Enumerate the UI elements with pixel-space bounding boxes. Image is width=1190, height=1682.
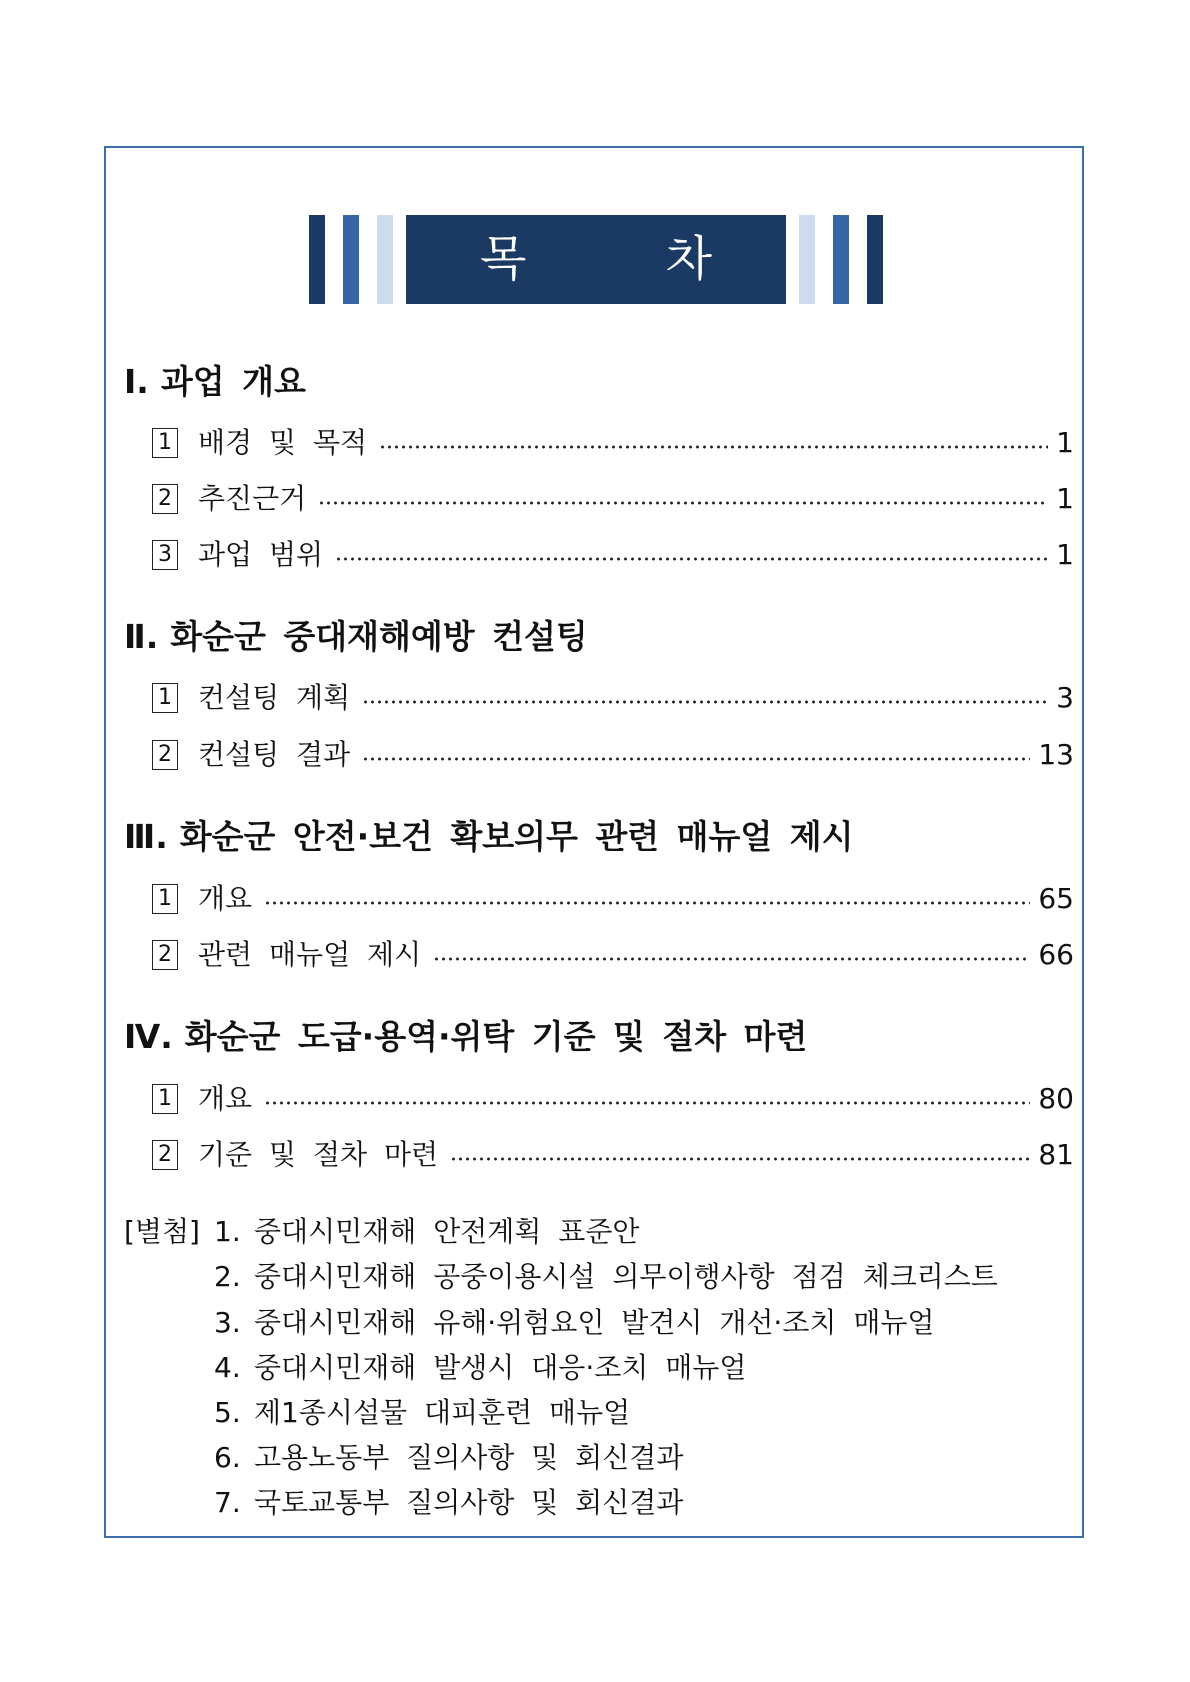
appendix-item[interactable] <box>214 1485 683 1521</box>
title-bar-right-mid <box>833 215 849 304</box>
entry-label: 개요 <box>198 1082 253 1115</box>
appendix-item-number: 3. <box>214 1306 241 1339</box>
entry-label: 과업 범위 <box>198 538 324 571</box>
title-bar-left-mid <box>343 215 359 304</box>
toc-section-2[interactable] <box>124 617 588 657</box>
toc-section-3[interactable] <box>124 817 854 857</box>
dot-leader <box>450 1157 1030 1161</box>
entry-page-number: 3 <box>1056 681 1074 714</box>
entry-page-number: 1 <box>1056 482 1074 515</box>
appendix-item-text: 중대시민재해 공중이용시설 의무이행사항 점검 체크리스트 <box>254 1260 998 1293</box>
toc-entry[interactable] <box>152 537 1074 573</box>
dot-leader <box>379 445 1048 449</box>
section-title: 화순군 도급·용역·위탁 기준 및 절차 마련 <box>184 1017 808 1056</box>
appendix-item-number: 1. <box>214 1215 241 1248</box>
appendix-item[interactable] <box>214 1305 934 1341</box>
dot-leader <box>264 1101 1030 1105</box>
toc-entry[interactable] <box>152 937 1074 973</box>
entry-number-box: 2 <box>152 484 178 514</box>
entry-page-number: 65 <box>1038 882 1074 915</box>
entry-number-box: 1 <box>152 428 178 458</box>
toc-entry[interactable] <box>152 737 1074 773</box>
appendix-item-number: 7. <box>214 1486 241 1519</box>
entry-number-box: 1 <box>152 884 178 914</box>
section-title: 화순군 중대재해예방 컨설팅 <box>170 617 588 656</box>
appendix-item-text: 제1종시설물 대피훈련 매뉴얼 <box>254 1396 631 1429</box>
toc-entry[interactable] <box>152 881 1074 917</box>
appendix-label: [별첨] <box>124 1215 200 1248</box>
dot-leader <box>318 501 1048 505</box>
section-number: Ⅲ. <box>124 817 168 856</box>
dot-leader <box>433 957 1030 961</box>
dot-leader <box>335 557 1048 561</box>
entry-page-number: 1 <box>1056 426 1074 459</box>
toc-entry[interactable] <box>152 1137 1074 1173</box>
entry-page-number: 81 <box>1038 1138 1074 1171</box>
appendix-item-number: 5. <box>214 1396 241 1429</box>
section-number: Ⅳ. <box>124 1017 173 1056</box>
section-number: Ⅰ. <box>124 362 149 401</box>
title-bar-left-light <box>377 215 393 304</box>
toc-section-1[interactable] <box>124 362 306 402</box>
entry-number-box: 1 <box>152 1084 178 1114</box>
entry-label: 컨설팅 결과 <box>198 738 351 771</box>
appendix-item[interactable] <box>214 1395 630 1431</box>
appendix-item-text: 국토교통부 질의사항 및 회신결과 <box>254 1486 684 1519</box>
dot-leader <box>362 757 1030 761</box>
appendix-item[interactable] <box>214 1214 639 1250</box>
entry-label: 배경 및 목적 <box>198 426 368 459</box>
appendix-item-number: 4. <box>214 1351 241 1384</box>
appendix-item-number: 6. <box>214 1441 241 1474</box>
entry-number-box: 2 <box>152 1140 178 1170</box>
title-bar-right-light <box>799 215 815 304</box>
entry-label: 기준 및 절차 마련 <box>198 1138 439 1171</box>
section-number: Ⅱ. <box>124 617 159 656</box>
entry-number-box: 2 <box>152 740 178 770</box>
toc-entry[interactable] <box>152 425 1074 461</box>
toc-entry[interactable] <box>152 1081 1074 1117</box>
title-bar-left-dark <box>309 215 325 304</box>
appendix-item-text: 중대시민재해 안전계획 표준안 <box>254 1215 640 1248</box>
dot-leader <box>362 700 1048 704</box>
entry-label: 컨설팅 계획 <box>198 681 351 714</box>
entry-number-box: 1 <box>152 683 178 713</box>
page-title: 목 차 <box>406 215 786 304</box>
dot-leader <box>264 901 1030 905</box>
toc-entry[interactable] <box>152 481 1074 517</box>
appendix-item-text: 중대시민재해 발생시 대응·조치 매뉴얼 <box>254 1351 747 1384</box>
appendix-item[interactable] <box>214 1350 746 1386</box>
entry-label: 관련 매뉴얼 제시 <box>198 938 422 971</box>
appendix-item[interactable] <box>214 1259 998 1295</box>
entry-page-number: 66 <box>1038 938 1074 971</box>
entry-label: 추진근거 <box>198 482 307 515</box>
title-bar-right-dark <box>867 215 883 304</box>
toc-entry[interactable] <box>152 680 1074 716</box>
appendix-item-text: 중대시민재해 유해·위험요인 발견시 개선·조치 매뉴얼 <box>254 1306 935 1339</box>
appendix-item-number: 2. <box>214 1260 241 1293</box>
entry-number-box: 3 <box>152 540 178 570</box>
entry-page-number: 13 <box>1038 738 1074 771</box>
entry-number-box: 2 <box>152 940 178 970</box>
appendix-item-text: 고용노동부 질의사항 및 회신결과 <box>254 1441 684 1474</box>
entry-page-number: 80 <box>1038 1082 1074 1115</box>
appendix-item[interactable] <box>214 1440 683 1476</box>
section-title: 화순군 안전·보건 확보의무 관련 매뉴얼 제시 <box>179 817 854 856</box>
entry-page-number: 1 <box>1056 538 1074 571</box>
section-title: 과업 개요 <box>160 362 306 401</box>
entry-label: 개요 <box>198 882 253 915</box>
toc-section-4[interactable] <box>124 1017 807 1057</box>
